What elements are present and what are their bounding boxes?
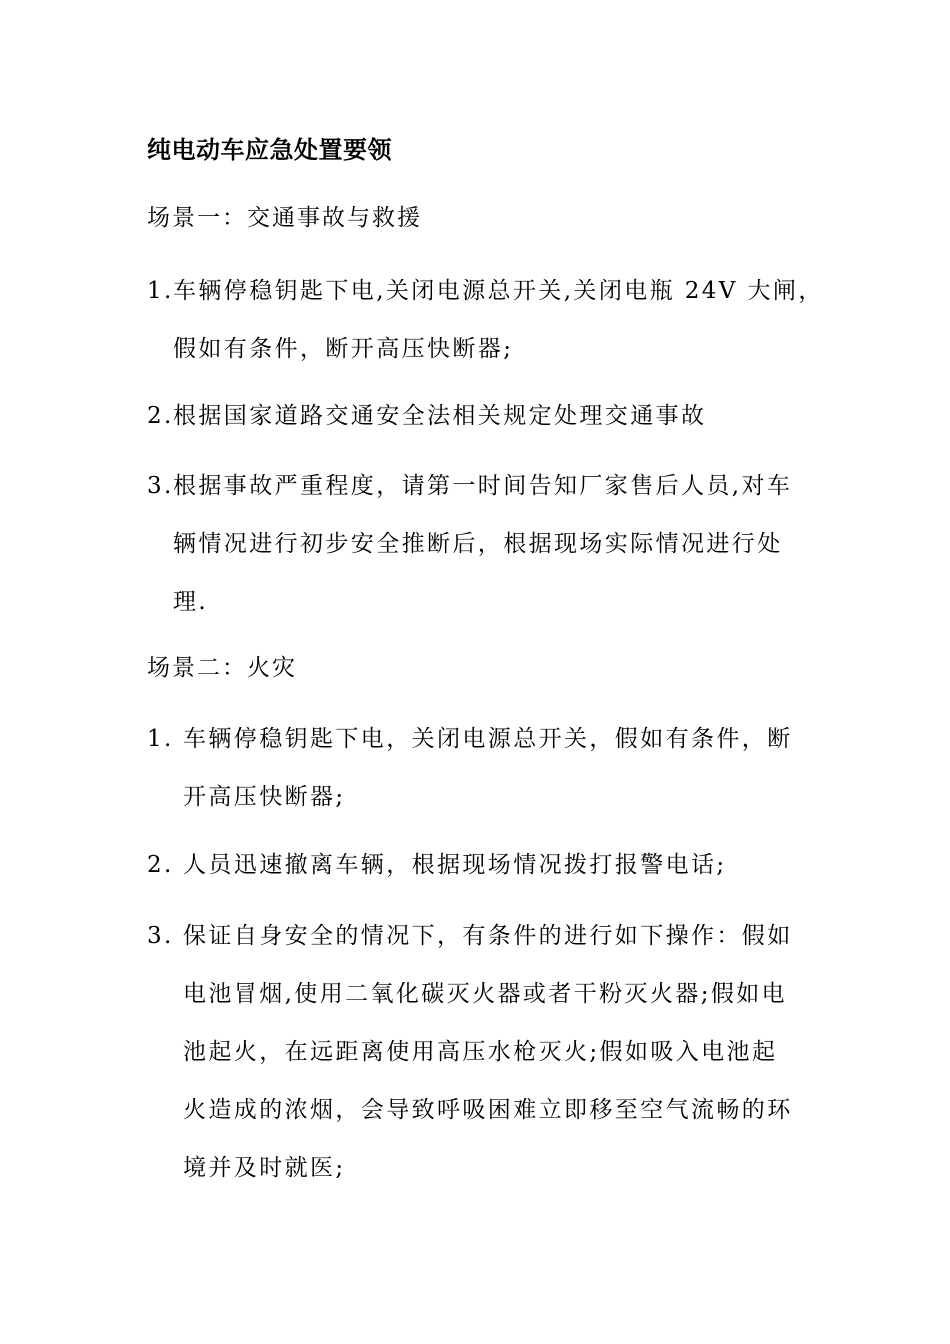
section-heading-scene-1: 场景一：交通事故与救援 <box>147 205 422 231</box>
scene-1-item-1 <box>147 262 827 378</box>
item-text: 根据事故严重程度，请第一时间告知厂家售后人员,对车 辆情况进行初步安全推断后，根据现场实际情况进行处 理. <box>173 473 793 615</box>
document-title: 纯电动车应急处置要领 <box>147 136 392 164</box>
scene-1-item-2 <box>147 387 827 445</box>
item-number: 1. <box>147 278 174 304</box>
scene-1-item-3 <box>147 457 827 631</box>
scene-2-item-1 <box>147 710 827 826</box>
section-heading-scene-2: 场景二：火灾 <box>147 655 297 681</box>
item-number: 3. <box>147 473 174 499</box>
item-text: 根据国家道路交通安全法相关规定处理交通事故 <box>173 403 707 429</box>
item-number: 2. <box>147 403 174 429</box>
item-text: 车辆停稳钥匙下电，关闭电源总开关，假如有条件，断 开高压快断器; <box>183 726 793 810</box>
scene-2-item-2 <box>147 836 827 894</box>
item-text: 车辆停稳钥匙下电,关闭电源总开关,关闭电瓶 24V 大闸， 假如有条件，断开高压快断器; <box>173 278 824 362</box>
item-number: 1. <box>147 726 174 752</box>
item-number: 3. <box>147 923 174 949</box>
item-text: 人员迅速撤离车辆，根据现场情况拨打报警电话; <box>183 852 727 878</box>
scene-2-item-3 <box>147 907 827 1197</box>
item-text: 保证自身安全的情况下，有条件的进行如下操作：假如 电池冒烟,使用二氧化碳灭火器或者干粉灭火器;假如电 池起火，在远距离使用高压水枪灭火;假如吸入电池起 火造成的浓烟，会导致呼吸困难立即移至空气流畅的环 境并及时就医; <box>183 923 793 1181</box>
item-number: 2. <box>147 852 174 878</box>
